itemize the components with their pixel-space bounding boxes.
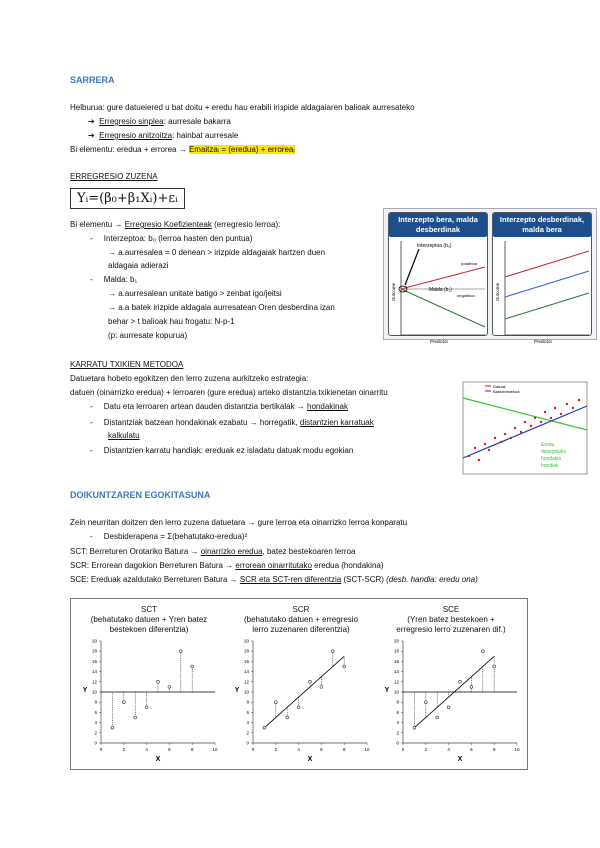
karratu-bullet2-cont: kalkulatu xyxy=(108,431,140,440)
scr-title: SCR xyxy=(292,605,310,614)
y-tick-label: 4 xyxy=(94,720,97,726)
y-tick-label: 6 xyxy=(396,709,399,715)
data-point xyxy=(481,650,484,653)
sce-line: SCE: Ereduak azaldutako Berreturen Batura → SCR eta SCT-ren diferentzia (SCT-SCR) (desb. handia: eredu ona) xyxy=(70,575,478,584)
label-interzeptoa: Interzeptoa (b₀) xyxy=(417,243,452,249)
karratu-bullet1: - Datu eta lerroaren artean dauden distantzia bertikalak → hondakinak xyxy=(90,402,348,411)
y-tick-label: 6 xyxy=(94,709,97,715)
intercept-arrow xyxy=(405,249,419,285)
x-axis-label: X xyxy=(155,756,161,763)
data-point xyxy=(331,650,334,653)
x-tick-label: 6 xyxy=(168,747,171,752)
y-tick-label: 2 xyxy=(396,730,399,736)
link-sinplea: Erregresio sinplea xyxy=(99,117,164,126)
helburua-text: Helburua: gure datueiered u bat doitu + eredu hau erabili iriзpide aldagaiaren balioak aurresateko xyxy=(70,103,415,112)
residual-point xyxy=(488,449,490,451)
data-point xyxy=(309,680,312,683)
scr-subtitle2: lerro zuzenaren diferentzia) xyxy=(252,625,350,634)
y-axis-label: Y xyxy=(82,687,88,694)
sct-panel xyxy=(75,605,223,768)
x-tick-label: 0 xyxy=(99,747,103,752)
panel-left-title: Interzepto bera, malda desberdinak xyxy=(389,213,487,237)
regression-line xyxy=(264,656,344,727)
y-tick-label: 20 xyxy=(91,638,97,644)
y-tick-label: 4 xyxy=(396,720,399,726)
figure-residuals xyxy=(455,378,590,483)
sce-subtitle2: erregresio lerro zuzenaren dif.) xyxy=(396,625,506,634)
malda-desc4: (p: aurresate kopurua) xyxy=(108,331,188,340)
residual-point xyxy=(504,433,506,435)
data-point xyxy=(413,726,416,729)
data-point xyxy=(424,701,427,704)
x-tick-label: 8 xyxy=(492,747,496,752)
x-tick-label: 2 xyxy=(122,747,126,752)
panel-right-plot xyxy=(493,237,591,345)
malda-desc2: → a.a batek irizpide aldagaia aurresatean Oren desberdina izan xyxy=(108,303,335,312)
data-point xyxy=(493,665,496,668)
ann-hondakin: hondakin xyxy=(541,456,562,462)
data-point xyxy=(459,680,462,683)
bullet-anitz: ➔ Erregresio anitzoitza: hainbat aurresale xyxy=(88,131,239,140)
y-tick-label: 0 xyxy=(94,740,97,746)
x-tick-label: 2 xyxy=(274,747,278,752)
section-title-doikuntza: DOIKUNTZAREN EGOKITASUNA xyxy=(70,490,211,500)
y-tick-label: 0 xyxy=(396,740,399,746)
data-point xyxy=(470,686,473,689)
y-tick-label: 10 xyxy=(91,689,97,695)
scr-panel xyxy=(227,605,375,768)
data-point xyxy=(343,665,346,668)
residual-point xyxy=(500,441,502,443)
x-tick-label: 0 xyxy=(401,747,405,752)
residual-point xyxy=(578,399,580,401)
parallel-line-3 xyxy=(505,293,589,319)
residual-point xyxy=(560,413,562,415)
y-tick-label: 12 xyxy=(393,679,399,685)
section-title-karratu: KARRATU TXIKIEN METODOA xyxy=(70,360,184,369)
residual-point xyxy=(534,417,536,419)
desbiderapena: - Desbiderapena = Σ(behatutako-eredua)² xyxy=(90,532,248,541)
data-point xyxy=(297,706,300,709)
bullet-simple: ➔ Erregresio sinplea: aurresale bakarra xyxy=(88,117,231,126)
line-positive xyxy=(401,267,485,289)
panel-left-plot xyxy=(389,237,487,345)
x-tick-label: 4 xyxy=(145,747,148,752)
legend-datuak: Datuak xyxy=(493,384,506,389)
y-tick-label: 18 xyxy=(243,648,249,654)
residual-point xyxy=(510,437,512,439)
x-tick-label: 6 xyxy=(470,747,473,752)
y-tick-label: 14 xyxy=(91,669,97,675)
residual-frame xyxy=(463,382,587,474)
residual-point xyxy=(566,403,568,405)
x-tick-label: 10 xyxy=(212,747,218,752)
panel-right-xlabel: Predictor xyxy=(533,339,553,344)
y-tick-label: 10 xyxy=(243,689,249,695)
karratu-line1: Datuetara hobeto egokitzen den lerro zuzena aurkitzeko estrategia: xyxy=(70,374,309,383)
y-tick-label: 20 xyxy=(393,638,399,644)
label-malda: Malda (b₁) xyxy=(429,287,452,293)
sct-title: SCT xyxy=(141,605,157,614)
y-tick-label: 0 xyxy=(246,740,249,746)
scr-chart xyxy=(227,635,375,763)
data-point xyxy=(286,716,289,719)
residual-point xyxy=(474,447,476,449)
interzepto-desc1: → a.aurresalea = 0 denean > irizpide aldagaiak hartzen duen xyxy=(108,248,326,257)
residual-point xyxy=(520,431,522,433)
data-point xyxy=(274,701,277,704)
interzepto-line: - Interzeptoa: b₀ (lerroa hasten den puntua) xyxy=(90,234,253,243)
panel-same-intercept xyxy=(388,212,488,344)
link-anitzoitza: Erregresio anitzoitza xyxy=(99,131,173,140)
data-point xyxy=(320,686,323,689)
y-tick-label: 12 xyxy=(243,679,249,685)
y-tick-label: 14 xyxy=(243,669,249,675)
y-tick-label: 10 xyxy=(393,689,399,695)
malda-desc1: → a.aurresalean unitate batigo > zenbat igo/jeitsi xyxy=(108,289,282,298)
parallel-line-2 xyxy=(505,271,589,297)
sct-chart xyxy=(75,635,223,763)
y-tick-label: 8 xyxy=(396,699,399,705)
y-tick-label: 8 xyxy=(94,699,97,705)
y-tick-label: 16 xyxy=(91,658,97,664)
sct-subtitle1: (behatutako datuen + Yren batez xyxy=(90,615,208,624)
data-point xyxy=(436,716,439,719)
y-tick-label: 18 xyxy=(91,648,97,654)
y-tick-label: 2 xyxy=(94,730,97,736)
y-tick-label: 20 xyxy=(243,638,249,644)
goodness-of-fit-figure xyxy=(70,598,528,770)
ann-desegokiko: desegokiko xyxy=(541,449,567,455)
ann-handiak: handiak xyxy=(541,463,559,469)
x-tick-label: 8 xyxy=(342,747,346,752)
residual-point xyxy=(540,421,542,423)
data-point xyxy=(168,686,171,689)
scr-line: SCR: Errorean dagokion Berreturen Batura → errorean oinarritutako eredua (hondakina) xyxy=(70,561,384,570)
panel-right-ylabel: Outcome xyxy=(495,282,500,302)
x-tick-label: 10 xyxy=(514,747,520,752)
y-tick-label: 12 xyxy=(91,679,97,685)
karratu-bullet3: - Distantzien karratu handiak: ereduak ez isladatu datuak modu egokian xyxy=(90,446,354,455)
section-title-sarrera: SARRERA xyxy=(70,75,115,85)
karratu-line2: datuen (oinarrizko eredua) + lerroaren (gure eredua) arteko distantzia txikienetan oinarritu xyxy=(70,388,388,397)
data-point xyxy=(447,706,450,709)
residual-point xyxy=(530,425,532,427)
x-tick-label: 6 xyxy=(320,747,323,752)
residual-point xyxy=(524,421,526,423)
x-tick-label: 8 xyxy=(190,747,194,752)
panel-same-slope xyxy=(492,212,592,344)
section-title-zuzena: ERREGRESIO ZUZENA xyxy=(70,172,158,181)
ann-eredu: Eredu xyxy=(541,442,555,448)
data-point xyxy=(179,650,182,653)
sct-line: SCT: Berreturen Orotariko Batura → oinarrizko eredua, batez bestekoaren lerroa xyxy=(70,547,356,556)
sce-title: SCE xyxy=(442,605,460,614)
x-axis-label: X xyxy=(307,756,313,763)
residual-point xyxy=(468,455,470,457)
residual-point xyxy=(514,427,516,429)
parallel-line-1 xyxy=(505,251,589,277)
y-tick-label: 14 xyxy=(393,669,399,675)
bi-elementu-coef: Bi elementu → Erregresio Koefizienteak (erregresio lerroa): xyxy=(70,220,281,229)
data-point xyxy=(157,680,160,683)
malda-line: - Malda: b₁ xyxy=(90,275,138,284)
regression-formula: Yᵢ=(β₀+β₁Xᵢ)+εᵢ xyxy=(70,188,185,209)
y-tick-label: 2 xyxy=(246,730,249,736)
panel-right-title: Interzepto desberdinak, malda bera xyxy=(493,213,591,237)
y-axis-label: Y xyxy=(234,687,240,694)
label-neg: negatiboa xyxy=(457,293,475,298)
residual-point xyxy=(494,437,496,439)
doikuntza-line1: Zein neurritan doitzen den lerro zuzena datuetara → gure lerroa eta oinarrizko lerroa konparatu xyxy=(70,518,408,527)
y-tick-label: 6 xyxy=(246,709,249,715)
residual-point xyxy=(554,407,556,409)
interzepto-desc2: aldagaia adierazi xyxy=(108,261,169,270)
emaitza-highlight: Emaitzaᵢ = (eredua) + erroreaᵢ xyxy=(188,145,295,154)
x-tick-label: 2 xyxy=(424,747,428,752)
x-tick-label: 10 xyxy=(364,747,370,752)
residual-point xyxy=(550,417,552,419)
bi-elementu: Bi elementu: eredua + errorea → Emaitzaᵢ = (eredua) + erroreaᵢ xyxy=(70,145,295,154)
residual-point xyxy=(484,443,486,445)
x-tick-label: 0 xyxy=(251,747,255,752)
sce-panel xyxy=(377,605,525,768)
sce-chart xyxy=(377,635,525,763)
residual-point xyxy=(572,407,574,409)
data-point xyxy=(191,665,194,668)
data-point xyxy=(263,726,266,729)
y-tick-label: 16 xyxy=(393,658,399,664)
malda-desc3: behar > t balioak hau frogatu: N-p-1 xyxy=(108,317,235,326)
scr-subtitle1: (behatutako datuen + erregresio xyxy=(243,615,359,624)
legend-batezbestekoa: Batezbestekoa xyxy=(493,389,520,394)
x-tick-label: 4 xyxy=(297,747,300,752)
residual-point xyxy=(478,459,480,461)
data-point xyxy=(122,701,125,704)
x-axis-label: X xyxy=(457,756,463,763)
y-tick-label: 4 xyxy=(246,720,249,726)
residual-point xyxy=(544,411,546,413)
sct-subtitle2: bestekoen diferentzia) xyxy=(109,625,189,634)
y-tick-label: 18 xyxy=(393,648,399,654)
data-point xyxy=(145,706,148,709)
y-tick-label: 8 xyxy=(246,699,249,705)
panel-left-ylabel: Outcome xyxy=(391,282,396,302)
x-tick-label: 4 xyxy=(447,747,450,752)
y-tick-label: 16 xyxy=(243,658,249,664)
panel-left-xlabel: Predictor xyxy=(429,339,449,344)
karratu-bullet2: - Distantziak batzean hondakinak ezabatu → horregatik, distantzien karratuak xyxy=(90,418,374,427)
data-point xyxy=(134,716,137,719)
y-axis-label: Y xyxy=(384,687,390,694)
data-point xyxy=(111,726,114,729)
sce-subtitle1: (Yren batez bestekoen + xyxy=(407,615,495,624)
label-pos: positiboa xyxy=(461,261,478,266)
figure-intercept-slope xyxy=(383,208,597,344)
